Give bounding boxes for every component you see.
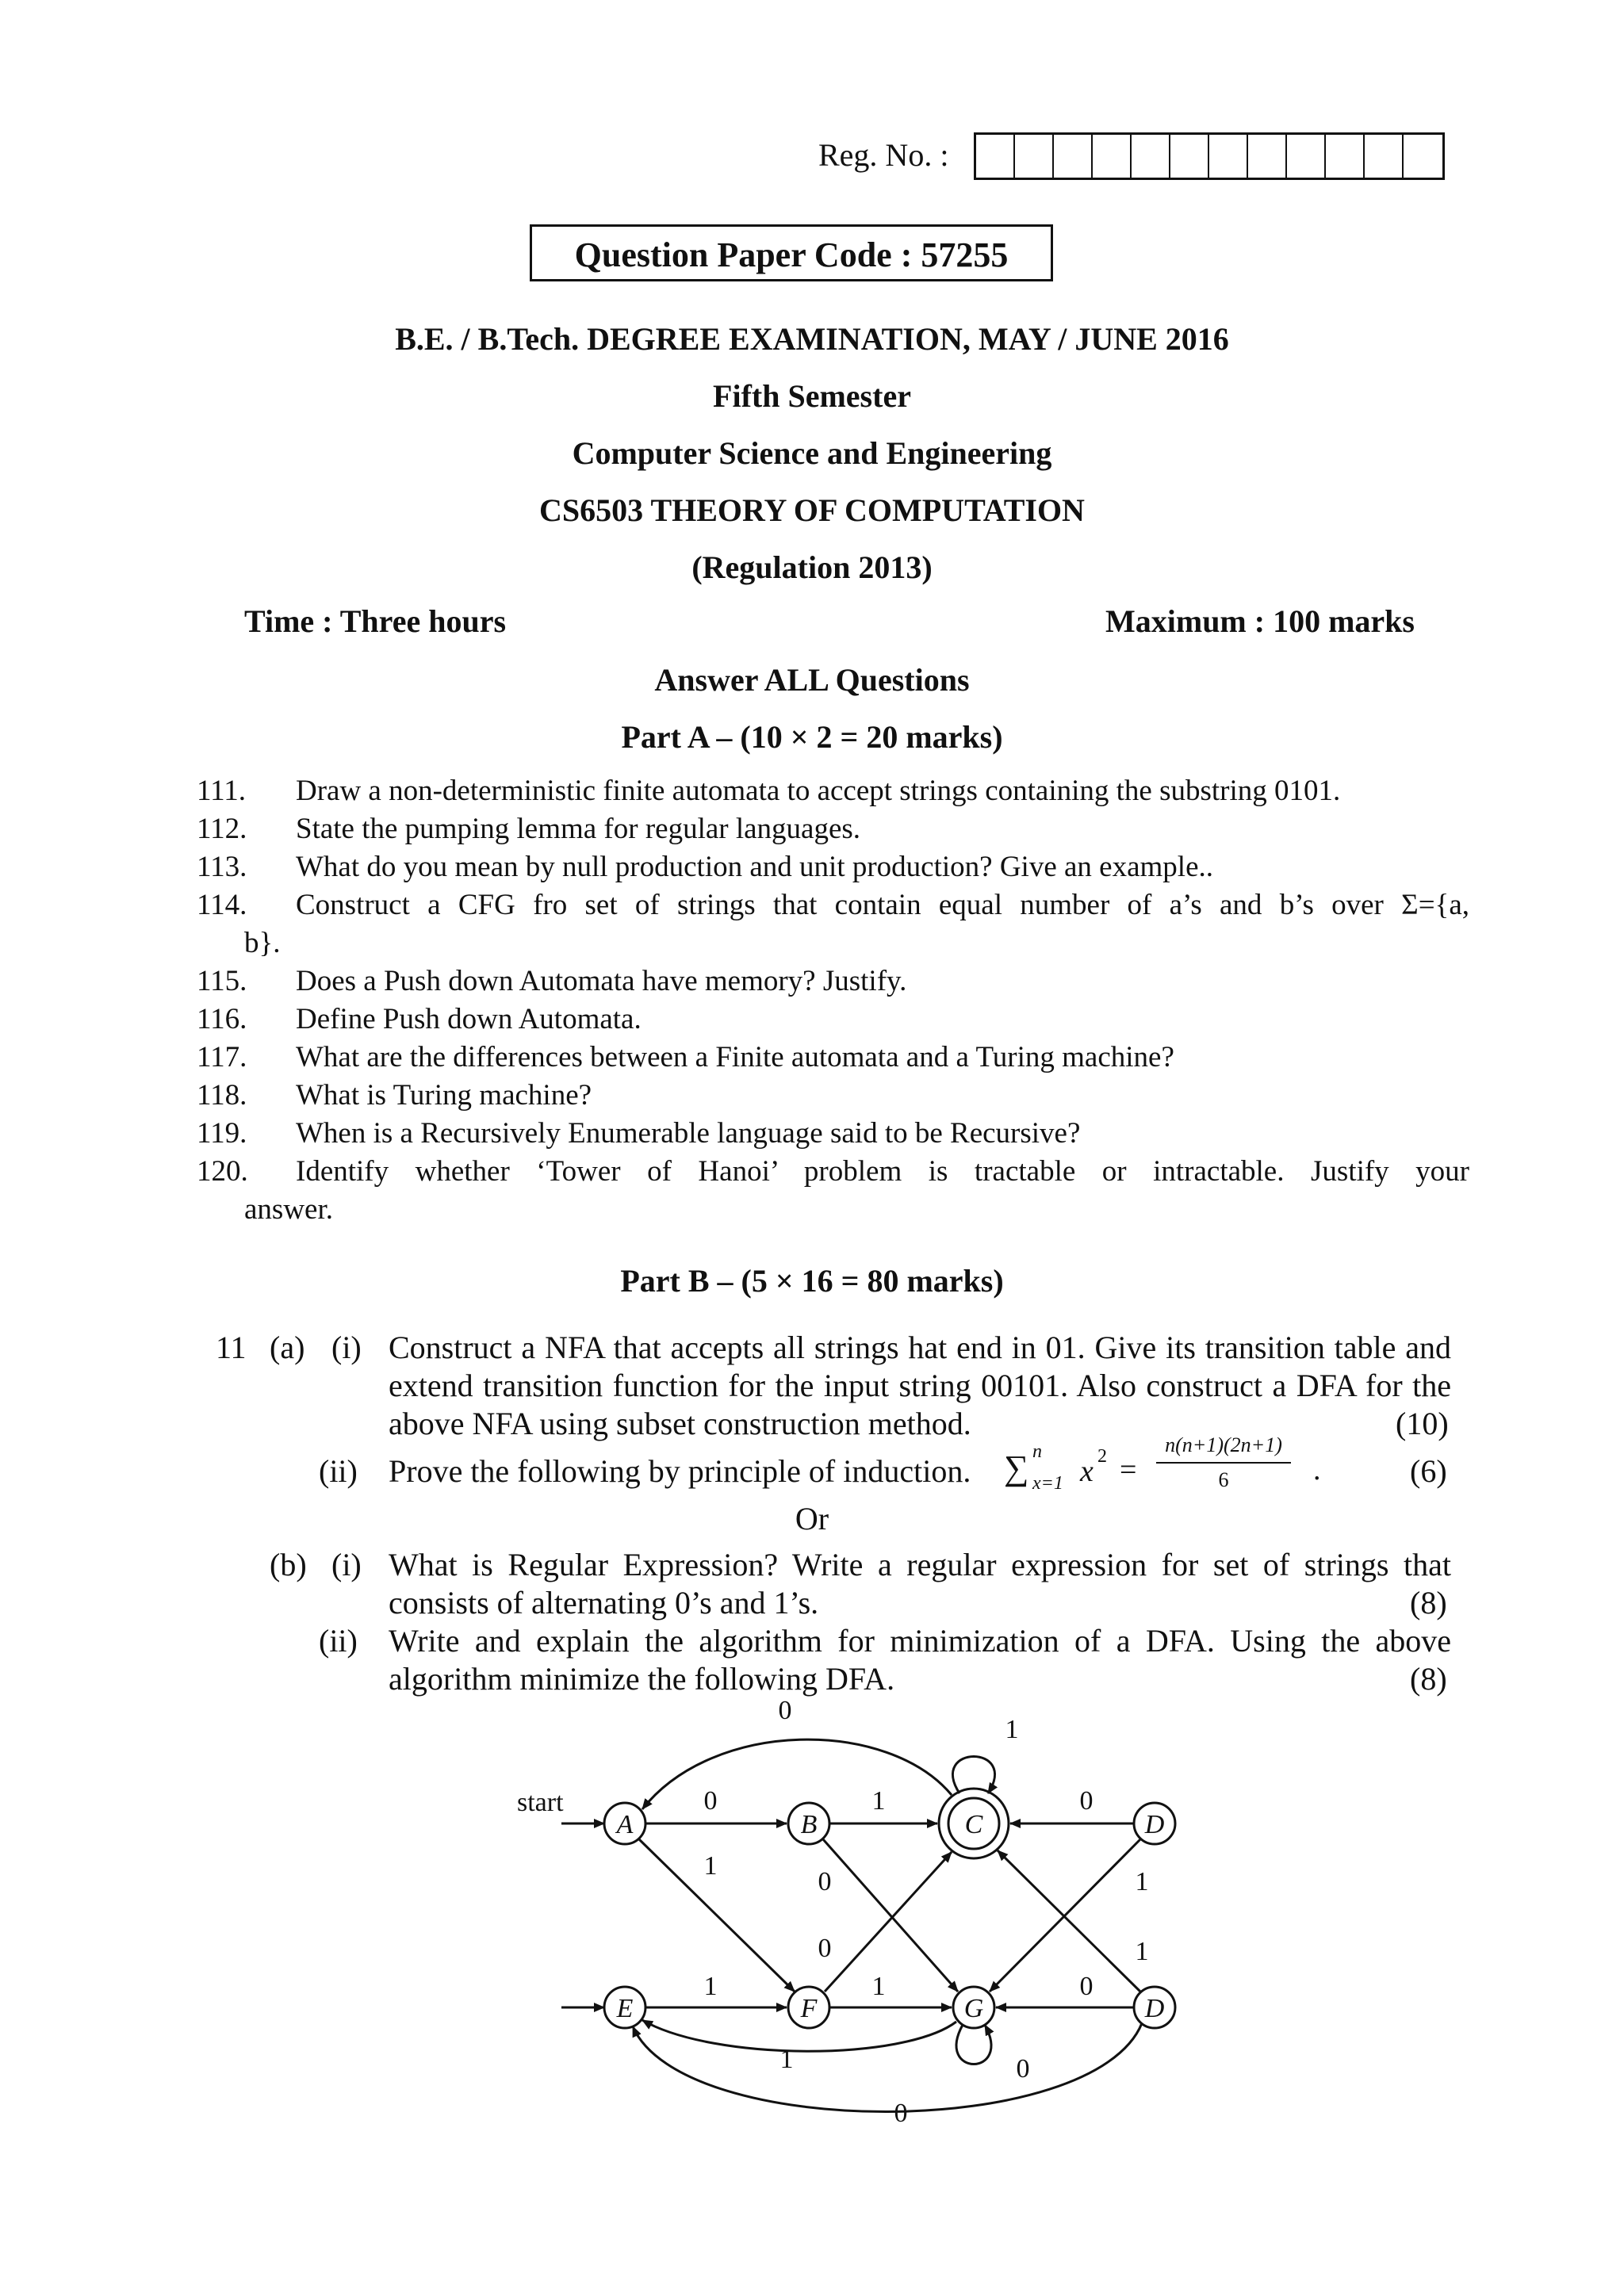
semester: Fifth Semester <box>713 378 911 414</box>
transition-label: 0 <box>818 1934 832 1963</box>
sum-term: x <box>1080 1455 1094 1488</box>
reg-no-label: Reg. No. : <box>818 137 949 173</box>
transition-label: 1 <box>703 1851 718 1881</box>
question-number: 117. <box>197 1041 247 1073</box>
transition-label: 0 <box>894 2099 908 2128</box>
question-text: State the pumping lemma for regular languages. <box>296 813 861 845</box>
question-text: Draw a non-deterministic finite automata to accept strings containing the substring 0101. <box>296 775 1341 807</box>
question-number: 119. <box>197 1117 247 1150</box>
option-b-label: (b) <box>270 1547 307 1582</box>
fraction-numerator: n(n+1)(2n+1) <box>1165 1433 1282 1456</box>
transition-label: 0 <box>818 1867 832 1896</box>
edge-Dbot-C <box>998 1850 1140 1992</box>
question-number: 114. <box>197 889 247 921</box>
formula-period: . <box>1313 1453 1321 1487</box>
marks: (8) <box>1410 1585 1447 1621</box>
option-a-label: (a) <box>270 1330 305 1365</box>
question-text: Define Push down Automata. <box>296 1003 642 1035</box>
sub-i-label: (i) <box>331 1330 362 1365</box>
time-label: Time : Three hours <box>244 603 507 639</box>
transition-label: 0 <box>703 1786 718 1816</box>
question-number: 11 <box>216 1330 247 1365</box>
edge-B-G <box>823 1839 958 1992</box>
question-text: Does a Push down Automata have memory? Justify. <box>296 965 907 997</box>
transition-label: 1 <box>703 1972 718 2001</box>
transition-label: 1 <box>1005 1715 1019 1744</box>
instruction: Answer ALL Questions <box>654 662 970 698</box>
fraction-denominator: 6 <box>1218 1468 1229 1491</box>
part-a-heading: Part A – (10 × 2 = 20 marks) <box>621 719 1003 755</box>
state-label: E <box>616 1994 634 2023</box>
question-text: What do you mean by null production and unit production? Give an example.. <box>296 851 1213 883</box>
question-text: algorithm minimize the following DFA. <box>389 1661 895 1697</box>
question-number: 116. <box>197 1003 247 1035</box>
marks: (6) <box>1410 1453 1447 1489</box>
question-text: Construct a NFA that accepts all strings hat end in 01. Give its transition table and <box>389 1330 1451 1365</box>
transition-label: 0 <box>1016 2054 1030 2084</box>
question-text: What are the differences between a Finite automata and a Turing machine? <box>296 1041 1174 1073</box>
question-text: Identify whether ‘Tower of Hanoi’ problem is tractable or intractable. Justify your <box>296 1155 1469 1188</box>
question-number: 118. <box>197 1079 247 1112</box>
state-label: D <box>1144 1810 1165 1839</box>
question-text: Write and explain the algorithm for minimization of a DFA. Using the above <box>389 1623 1451 1659</box>
course-title: CS6503 THEORY OF COMPUTATION <box>539 492 1085 528</box>
question-text: When is a Recursively Enumerable language said to be Recursive? <box>296 1117 1081 1150</box>
part-b-heading: Part B – (5 × 16 = 80 marks) <box>620 1263 1004 1299</box>
sigma-symbol: ∑ <box>1004 1448 1029 1487</box>
transition-label: 0 <box>1079 1972 1094 2001</box>
transition-label: 1 <box>1135 1937 1149 1966</box>
or-separator: Or <box>795 1501 829 1536</box>
question-number: 112. <box>197 813 247 845</box>
transition-label: 1 <box>871 1972 886 2001</box>
question-text: What is Regular Expression? Write a regular expression for set of strings that <box>389 1547 1451 1582</box>
transition-label: 1 <box>1135 1867 1149 1896</box>
sub-i-label: (i) <box>331 1547 362 1582</box>
sub-ii-label: (ii) <box>319 1453 358 1489</box>
question-text: Prove the following by principle of induction. <box>389 1453 971 1489</box>
edge-G-self <box>956 2025 991 2064</box>
transition-label: 0 <box>1079 1786 1094 1816</box>
question-text: Construct a CFG fro set of strings that contain equal number of a’s and b’s over Σ={a, <box>296 889 1469 921</box>
state-label: G <box>963 1994 984 2023</box>
question-text: consists of alternating 0’s and 1’s. <box>389 1585 819 1621</box>
marks: (8) <box>1410 1661 1447 1697</box>
question-number: 111. <box>197 775 247 807</box>
question-text: above NFA using subset construction method. <box>389 1406 971 1441</box>
edge-Dbot-E <box>633 2023 1142 2112</box>
department: Computer Science and Engineering <box>572 435 1052 471</box>
question-number: 115. <box>197 965 247 997</box>
sum-lower-limit: x=1 <box>1032 1473 1063 1494</box>
transition-label: 1 <box>871 1786 886 1816</box>
transition-label: 0 <box>778 1696 792 1725</box>
question-text-continued: answer. <box>244 1193 333 1226</box>
state-label: A <box>616 1810 634 1839</box>
paper-code: Question Paper Code : 57255 <box>574 235 1009 274</box>
edge-C-A <box>642 1739 952 1809</box>
transition-label: 1 <box>779 2045 794 2074</box>
edge-F-C <box>825 1852 952 1992</box>
state-label: F <box>800 1994 818 2023</box>
max-marks-label: Maximum : 100 marks <box>1105 603 1415 639</box>
question-number: 113. <box>197 851 247 883</box>
exam-title: B.E. / B.Tech. DEGREE EXAMINATION, MAY / JUNE 2016 <box>395 321 1229 357</box>
question-text: extend transition function for the input string 00101. Also construct a DFA for the <box>389 1368 1451 1403</box>
regulation: (Regulation 2013) <box>691 549 933 585</box>
equals-sign: = <box>1120 1453 1137 1487</box>
state-label: D <box>1144 1994 1165 2023</box>
sum-exponent: 2 <box>1097 1446 1107 1467</box>
sum-upper-limit: n <box>1032 1441 1042 1462</box>
marks: (10) <box>1396 1406 1449 1441</box>
state-label: C <box>964 1810 983 1839</box>
state-label: B <box>800 1810 818 1839</box>
sub-ii-label: (ii) <box>319 1623 358 1659</box>
start-label: start <box>517 1788 564 1817</box>
question-text-continued: b}. <box>244 927 281 959</box>
question-text: What is Turing machine? <box>296 1079 592 1112</box>
question-number: 120. <box>197 1155 248 1188</box>
